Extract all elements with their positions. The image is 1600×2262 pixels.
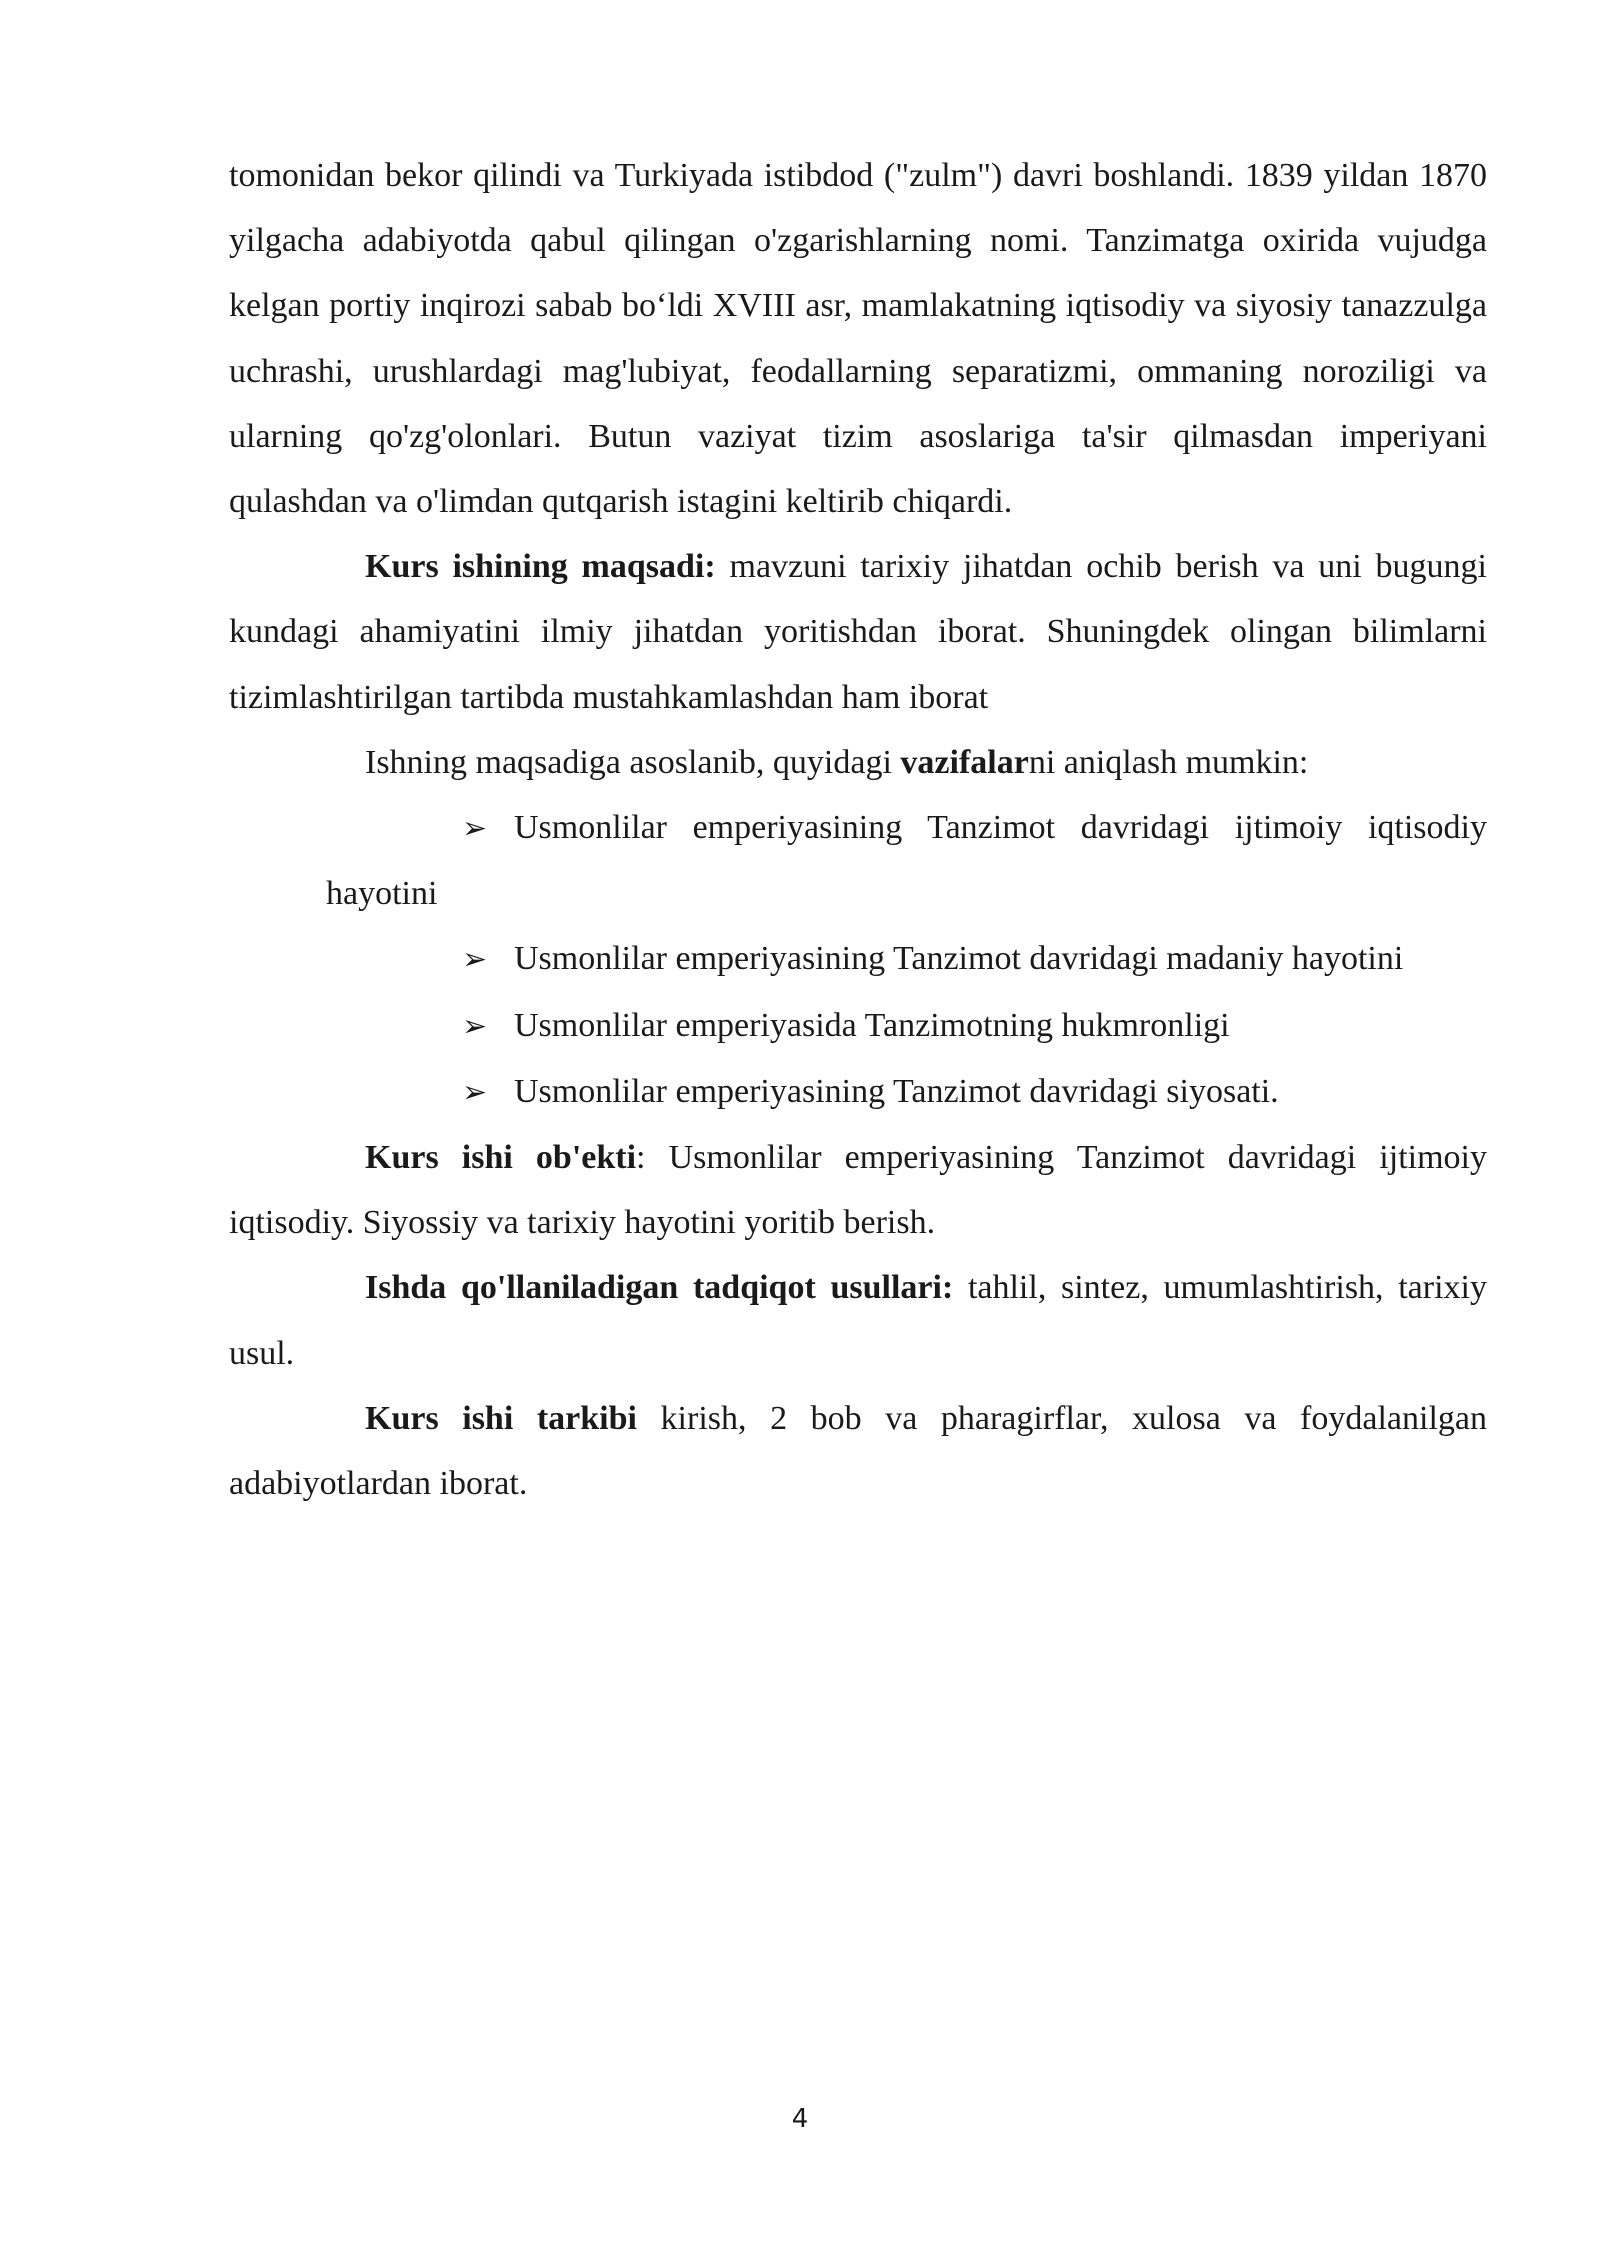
object-text: : Usmonlilar emperiyasining Tanzimot davridagi ijtimoiy iqtisodiy. Siyossiy va tarixiy hayotini yoritib berish. xyxy=(229,1139,1487,1242)
task-bullet-text: Usmonlilar emperiyasining Tanzimot davridagi madaniy hayotini xyxy=(514,940,1404,978)
task-bullet-text: Usmonlilar emperiyasida Tanzimotning hukmronligi xyxy=(514,1006,1230,1044)
intro-paragraph: tomonidan bekor qilindi va Turkiyada istibdod ("zulm") davri boshlandi. 1839 yildan 1870 yilgacha adabiyotda qabul qilingan o'zgarishlarning nomi. Tanzimatga oxirida vujudga kelgan portiy inqirozi sabab bo‘ldi XVIII asr, mamlakatning iqtisodiy va siyosiy tanazzulga uchrashi, urushlardagi mag'lubiyat, feodallarning separatizmi, ommaning noroziligi va ularning qo'zg'olonlari. Butun vaziyat tizim asoslariga ta'sir qilmasdan imperiyani qulashdan va o'limdan qutqarish istagini keltirib chiqardi. xyxy=(229,157,1487,521)
bullet-arrow-icon: ➢ xyxy=(462,942,488,978)
task-bullet-2 xyxy=(229,926,1487,992)
task-bullet-1 xyxy=(229,795,1487,926)
methods-paragraph xyxy=(229,1255,1487,1385)
tasks-intro-bold: vazifalar xyxy=(900,743,1029,781)
bullet-arrow-icon: ➢ xyxy=(462,1008,488,1044)
object-paragraph xyxy=(229,1125,1487,1255)
page-number: 4 xyxy=(791,2104,809,2134)
body-text xyxy=(229,143,1487,1516)
structure-label: Kurs ishi tarkibi xyxy=(365,1399,637,1437)
methods-text: tahlil, sintez, umumlashtirish, tarixiy usul. xyxy=(229,1269,1487,1372)
tasks-intro-paragraph xyxy=(229,730,1487,795)
object-label: Kurs ishi ob'ekti xyxy=(365,1139,637,1177)
methods-label: Ishda qo'llaniladigan tadqiqot usullari: xyxy=(365,1269,954,1307)
task-bullet-4 xyxy=(229,1059,1487,1125)
task-bullet-3 xyxy=(229,993,1487,1059)
task-bullet-text: Usmonlilar emperiyasining Tanzimot davridagi siyosati. xyxy=(514,1072,1279,1110)
goal-paragraph xyxy=(229,534,1487,730)
structure-text: kirish, 2 bob va pharagirflar, xulosa va foydalanilgan adabiyotlardan iborat. xyxy=(229,1399,1487,1503)
task-bullet-text: Usmonlilar emperiyasining Tanzimot davridagi ijtimoiy iqtisodiy hayotini xyxy=(326,809,1487,913)
tasks-intro-after: ni aniqlash mumkin: xyxy=(1028,743,1309,781)
bullet-arrow-icon: ➢ xyxy=(462,811,488,847)
goal-text: mavzuni tarixiy jihatdan ochib berish va uni bugungi kundagi ahamiyatini ilmiy jihatdan yoritishdan iborat. Shuningdek olingan bilimlarni tizimlashtirilgan tartibda mustahkamlashdan ham iborat xyxy=(229,548,1487,716)
goal-label: Kurs ishining maqsadi: xyxy=(365,548,716,586)
structure-paragraph xyxy=(229,1386,1487,1516)
tasks-intro-before: Ishning maqsadiga asoslanib, quyidagi xyxy=(365,743,901,781)
bullet-arrow-icon: ➢ xyxy=(462,1074,488,1110)
